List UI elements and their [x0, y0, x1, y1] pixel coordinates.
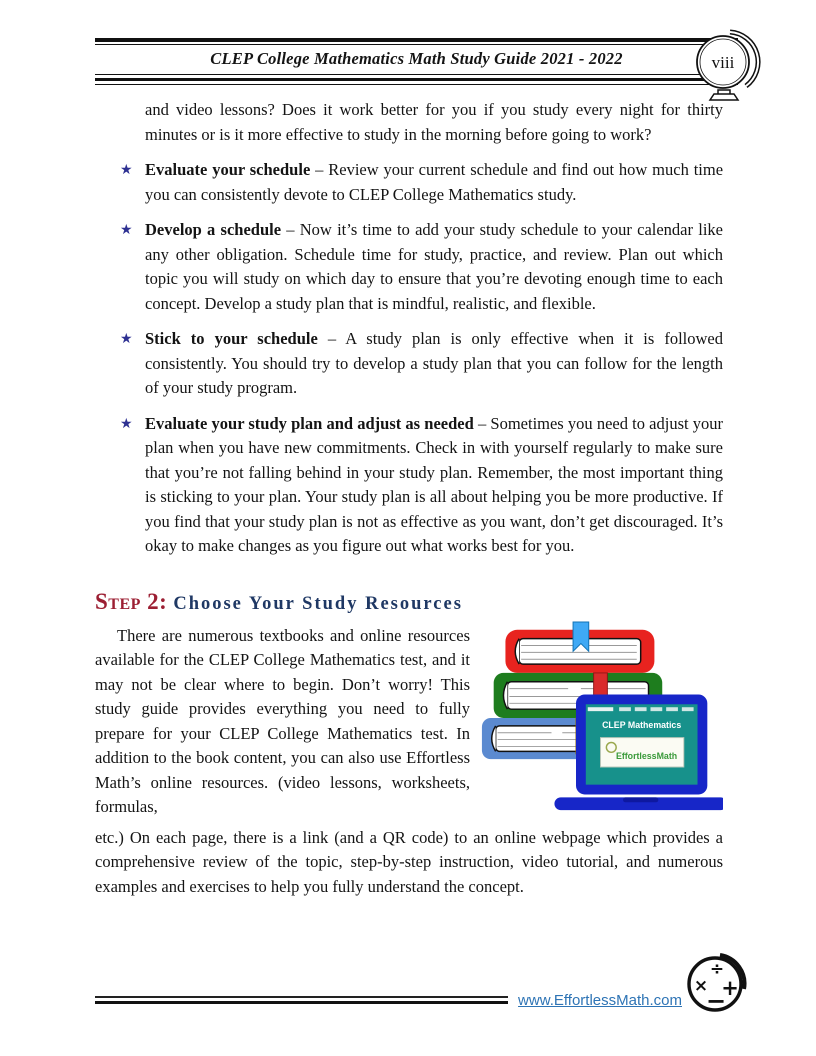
intro-continuation-paragraph: and video lessons? Does it work better for you if you study every night for thirty minutes or is it more effective to study in the morning before going to work? — [145, 100, 723, 144]
star-bullet-icon: ★ — [120, 415, 133, 432]
svg-text:÷: ÷ — [709, 959, 725, 979]
books-laptop-illustration — [478, 618, 723, 824]
star-bullet-icon: ★ — [120, 331, 133, 347]
page-title: CLEP College Mathematics Math Study Guide 2021 - 2022 — [210, 49, 623, 69]
step-2-paragraph-continued: etc.) On each page, there is a link (and a QR code) to an online webpage which provides a comprehensive review of the topic, step-by-step instruction, video tutorial, and numerous examples and exercises to help you fully understand the concept. — [95, 827, 723, 896]
svg-text:×: × — [693, 976, 709, 996]
effortlessmath-link[interactable]: www.EffortlessMath.com — [518, 991, 682, 1009]
laptop-screen-logo: EffortlessMath — [615, 750, 678, 761]
books-laptop-graphic — [478, 618, 723, 819]
bullet-label: Stick to your schedule — [145, 329, 318, 348]
step-2-section — [95, 624, 723, 824]
page-content — [95, 98, 723, 899]
header-rule-bottom-thin2 — [95, 84, 738, 85]
bullet-label: Evaluate your study plan and adjust as needed — [145, 413, 474, 433]
laptop — [554, 694, 723, 810]
bullet-label: Evaluate your schedule — [145, 160, 311, 179]
bullet-text: – Review your current schedule and find out how much time you can consistently devote to CLEP College Mathematics study. — [145, 160, 724, 204]
star-bullet-icon: ★ — [120, 162, 133, 178]
bullet-label: Develop a schedule — [145, 220, 282, 239]
bullet-text: – Now it’s time to add your study schedule to your calendar like any other obligation. Schedule time for study, practice, and review. Plan out which topic you will study on which day to ensure that you’re devoting enough time to each concept. Develop a study plan that is mindful, realistic, and flexible. — [145, 220, 723, 313]
step-2-title: Choose Your Study Resources — [173, 593, 463, 614]
star-bullet-icon: ★ — [120, 222, 133, 238]
globe-icon — [690, 28, 762, 106]
bullet-evaluate-study-plan — [95, 412, 723, 559]
bullet-text: – A study plan is only effective when it is followed consistently. You should try to develop a study plan that you can follow for the length of your study program. — [145, 329, 723, 397]
page-number: viii — [711, 53, 735, 72]
page-footer — [95, 953, 739, 1015]
red-book — [505, 621, 654, 672]
bullet-develop-schedule — [95, 218, 723, 316]
svg-text:+: + — [721, 976, 739, 1000]
bullet-stick-to-schedule — [95, 327, 723, 401]
laptop-screen-title: CLEP Mathematics — [602, 719, 682, 730]
svg-text:−: − — [705, 987, 727, 1015]
step-2-label: Step 2: — [95, 588, 168, 614]
math-operations-icon — [686, 953, 748, 1015]
page-header — [95, 38, 738, 85]
footer-rules — [95, 996, 508, 1015]
step-2-heading — [95, 589, 723, 615]
bullet-text: – Sometimes you need to adjust your plan when you have new commitments. Check in with yourself regularly to make sure that you’re not falling behind in your study plan. Remember, the most important thing is sticking to your plan. Your study plan is all about helping you be more productive. If you find that your study plan is not as effective as you want, don’t get discouraged. It’s okay to make changes as you figure out what works best for you. — [145, 413, 724, 555]
bullet-evaluate-schedule — [95, 158, 723, 207]
step-2-paragraph: There are numerous textbooks and online resources available for the CLEP College Mathematics test, and it may not be clear where to begin. Don’t worry! This study guide provides everything you need to fully prepare for your CLEP College Mathematics test. In addition to the book content, you can also use Effortless Math’s online resources. (video lessons, worksheets, formulas, — [95, 625, 470, 816]
